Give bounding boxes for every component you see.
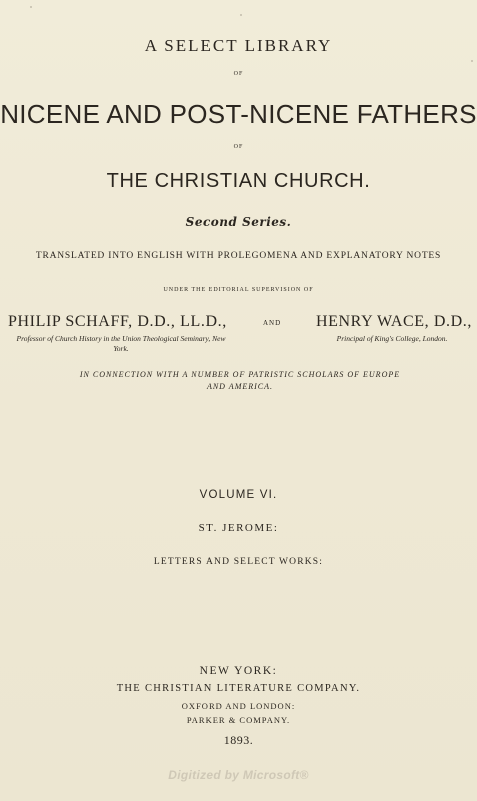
imprint-parker: PARKER & COMPANY. <box>186 715 291 725</box>
editorial-supervision-line: UNDER THE EDITORIAL SUPERVISION OF <box>163 287 314 293</box>
translated-line: TRANSLATED INTO ENGLISH WITH PROLEGOMENA AND EXPLANATORY NOTES <box>35 251 442 261</box>
digitization-watermark: Digitized by Microsoft® <box>168 768 309 782</box>
paper-speck <box>30 6 32 8</box>
editor-wace-name: HENRY WACE, D.D., <box>316 313 472 330</box>
title-line-1: A SELECT LIBRARY <box>144 36 333 55</box>
of-connector-2: OF <box>233 144 244 150</box>
editor-schaff-description: Professor of Church History in the Union Theological Seminary, New York. <box>16 334 226 353</box>
imprint-publisher: THE CHRISTIAN LITERATURE COMPANY. <box>116 683 361 694</box>
imprint-year: 1893. <box>223 733 254 747</box>
imprint-oxford: OXFORD AND LONDON: <box>181 701 296 711</box>
title-line-3: THE CHRISTIAN CHURCH. <box>106 170 371 192</box>
series-label: Second Series. <box>185 215 292 229</box>
paper-speck <box>240 14 242 16</box>
author-label: ST. JEROME: <box>198 522 279 534</box>
title-line-2: NICENE AND POST-NICENE FATHERS <box>0 99 477 129</box>
paper-speck <box>471 60 473 62</box>
editor-and: AND <box>263 319 282 327</box>
of-connector-1: OF <box>233 71 244 77</box>
volume-label: VOLUME VI. <box>199 489 278 501</box>
works-label: LETTERS AND SELECT WORKS: <box>153 557 324 567</box>
editor-wace-description: Principal of King's College, London. <box>336 334 448 343</box>
connection-line: IN CONNECTION WITH A NUMBER OF PATRISTIC SCHOLARS OF EUROPE AND AMERICA. <box>79 370 401 391</box>
imprint-city: NEW YORK: <box>199 665 278 677</box>
editor-schaff-name: PHILIP SCHAFF, D.D., LL.D., <box>8 313 227 330</box>
